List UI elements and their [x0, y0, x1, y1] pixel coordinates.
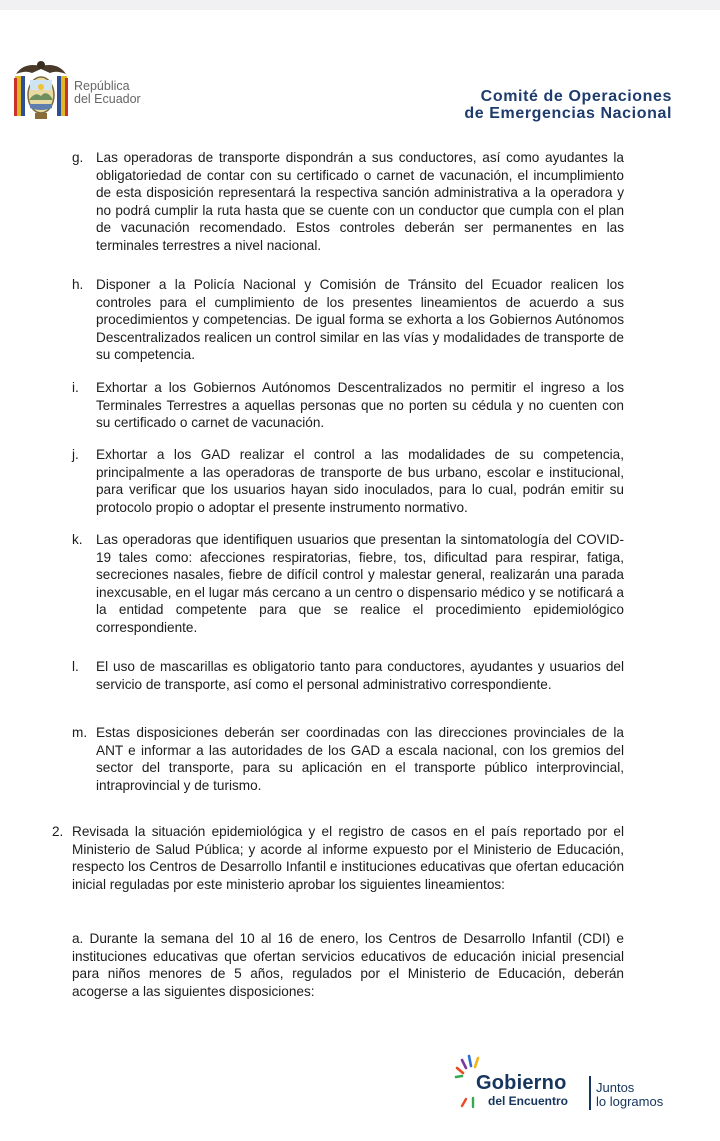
- page-header: [0, 52, 720, 132]
- list-item-l: El uso de mascarillas es obligatorio tanto para conductores, ayudantes y usuarios del servicio de transporte, así como el personal administrativo correspondiente.: [96, 659, 624, 692]
- list-item-i: Exhortar a los Gobiernos Autónomos Descentralizados no permitir el ingreso a los Terminales Terrestres a aquellas personas que no porten su cédula y no cuenten con su certificado o carnet de vacunación.: [96, 380, 624, 430]
- section-2-label: 2.: [52, 824, 64, 839]
- item-label: i.: [72, 380, 79, 395]
- list-item-k: Las operadoras que identifiquen usuarios que presentan la sintomatología del COVID-19 tales como: afecciones respiratorias, fiebre, tos, dificultad para respirar, fatiga, secreciones nasales, fiebre de difícil control y malestar general, realizarán una parada inexcusable, en el lugar más cercano a un centro o dispensario médico y se notificará a la entidad competente para que se realice el procedimiento epidemiológico correspondiente.: [96, 532, 624, 635]
- item-label: h.: [72, 277, 84, 292]
- republica-line-2: del Ecuador: [74, 92, 141, 106]
- gobierno-logo: [450, 1052, 690, 1112]
- committee-title: [464, 88, 672, 122]
- item-label: m.: [72, 725, 88, 740]
- coat-of-arms-logo: [10, 56, 72, 124]
- top-bar: [0, 0, 720, 10]
- gobierno-brand: Gobierno: [476, 1072, 567, 1094]
- slogan-line-2: lo logramos: [596, 1094, 664, 1109]
- list-item-h: Disponer a la Policía Nacional y Comisión de Tránsito del Ecuador realicen los controles para el cumplimiento de los presentes lineamientos de acuerdo a sus procedimientos y competencias. De igual forma se exhorta a los Gobiernos Autónomos Descentralizados realicen un control similar en las vías y modalidades de transporte de su competencia.: [96, 277, 624, 362]
- item-label: k.: [72, 532, 83, 547]
- list-item-g: Las operadoras de transporte dispondrán a sus conductores, así como ayudantes la obligatoriedad de contar con su certificado o carnet de vacunación, el incumplimiento de esta disposición representará la respectiva sanción administrativa a la operadora y no podrá cumplir la ruta hasta que se cuente con un conductor que cumpla con el plan de vacunación recomendado. Estos controles deberán ser permanentes en las terminales terrestres a nivel nacional.: [96, 150, 624, 253]
- section-2-subitem-a: a. Durante la semana del 10 al 16 de enero, los Centros de Desarrollo Infantil (CDI) e instituciones educativas que ofertan servicios educativos de educación inicial presencial para niños menores de 5 años, regulados por el Ministerio de Educación, deberán acogerse a las siguientes disposiciones:: [72, 931, 624, 999]
- item-label: l.: [72, 659, 79, 674]
- section-2-text: Revisada la situación epidemiológica y el registro de casos en el país reportado por el Ministerio de Salud Pública; y acorde al informe expuesto por el Ministerio de Educación, respecto los Centros de Desarrollo Infantil e instituciones educativas que ofertan educación inicial reguladas por este ministerio aprobar los siguientes lineamientos:: [72, 824, 624, 892]
- gobierno-brand-sub: del Encuentro: [488, 1094, 569, 1108]
- item-label: g.: [72, 150, 84, 165]
- committee-line-2: de Emergencias Nacional: [464, 105, 672, 122]
- republica-label: [74, 80, 141, 106]
- committee-line-1: Comité de Operaciones: [480, 88, 672, 105]
- republica-line-1: República: [74, 79, 130, 93]
- gobierno-rays-bottom-icon: [456, 1094, 486, 1110]
- list-item-m: Estas disposiciones deberán ser coordinadas con las direcciones provinciales de la ANT e informar a las autoridades de los GAD a escala nacional, con los gremios del sector del transporte, para su aplicación en el transporte público interprovincial, intraprovincial y de turismo.: [96, 725, 624, 793]
- item-label: j.: [72, 447, 79, 462]
- list-item-j: Exhortar a los GAD realizar el control a las modalidades de su competencia, principalmente a las operadoras de transporte de bus urbano, escolar e institucional, para verificar que los usuarios hayan sido inoculados, para lo cual, podrán emitir su protocolo propio o adoptar el presente instrumento normativo.: [96, 447, 624, 515]
- slogan-line-1: Juntos: [596, 1080, 635, 1095]
- footer-divider: [589, 1076, 591, 1110]
